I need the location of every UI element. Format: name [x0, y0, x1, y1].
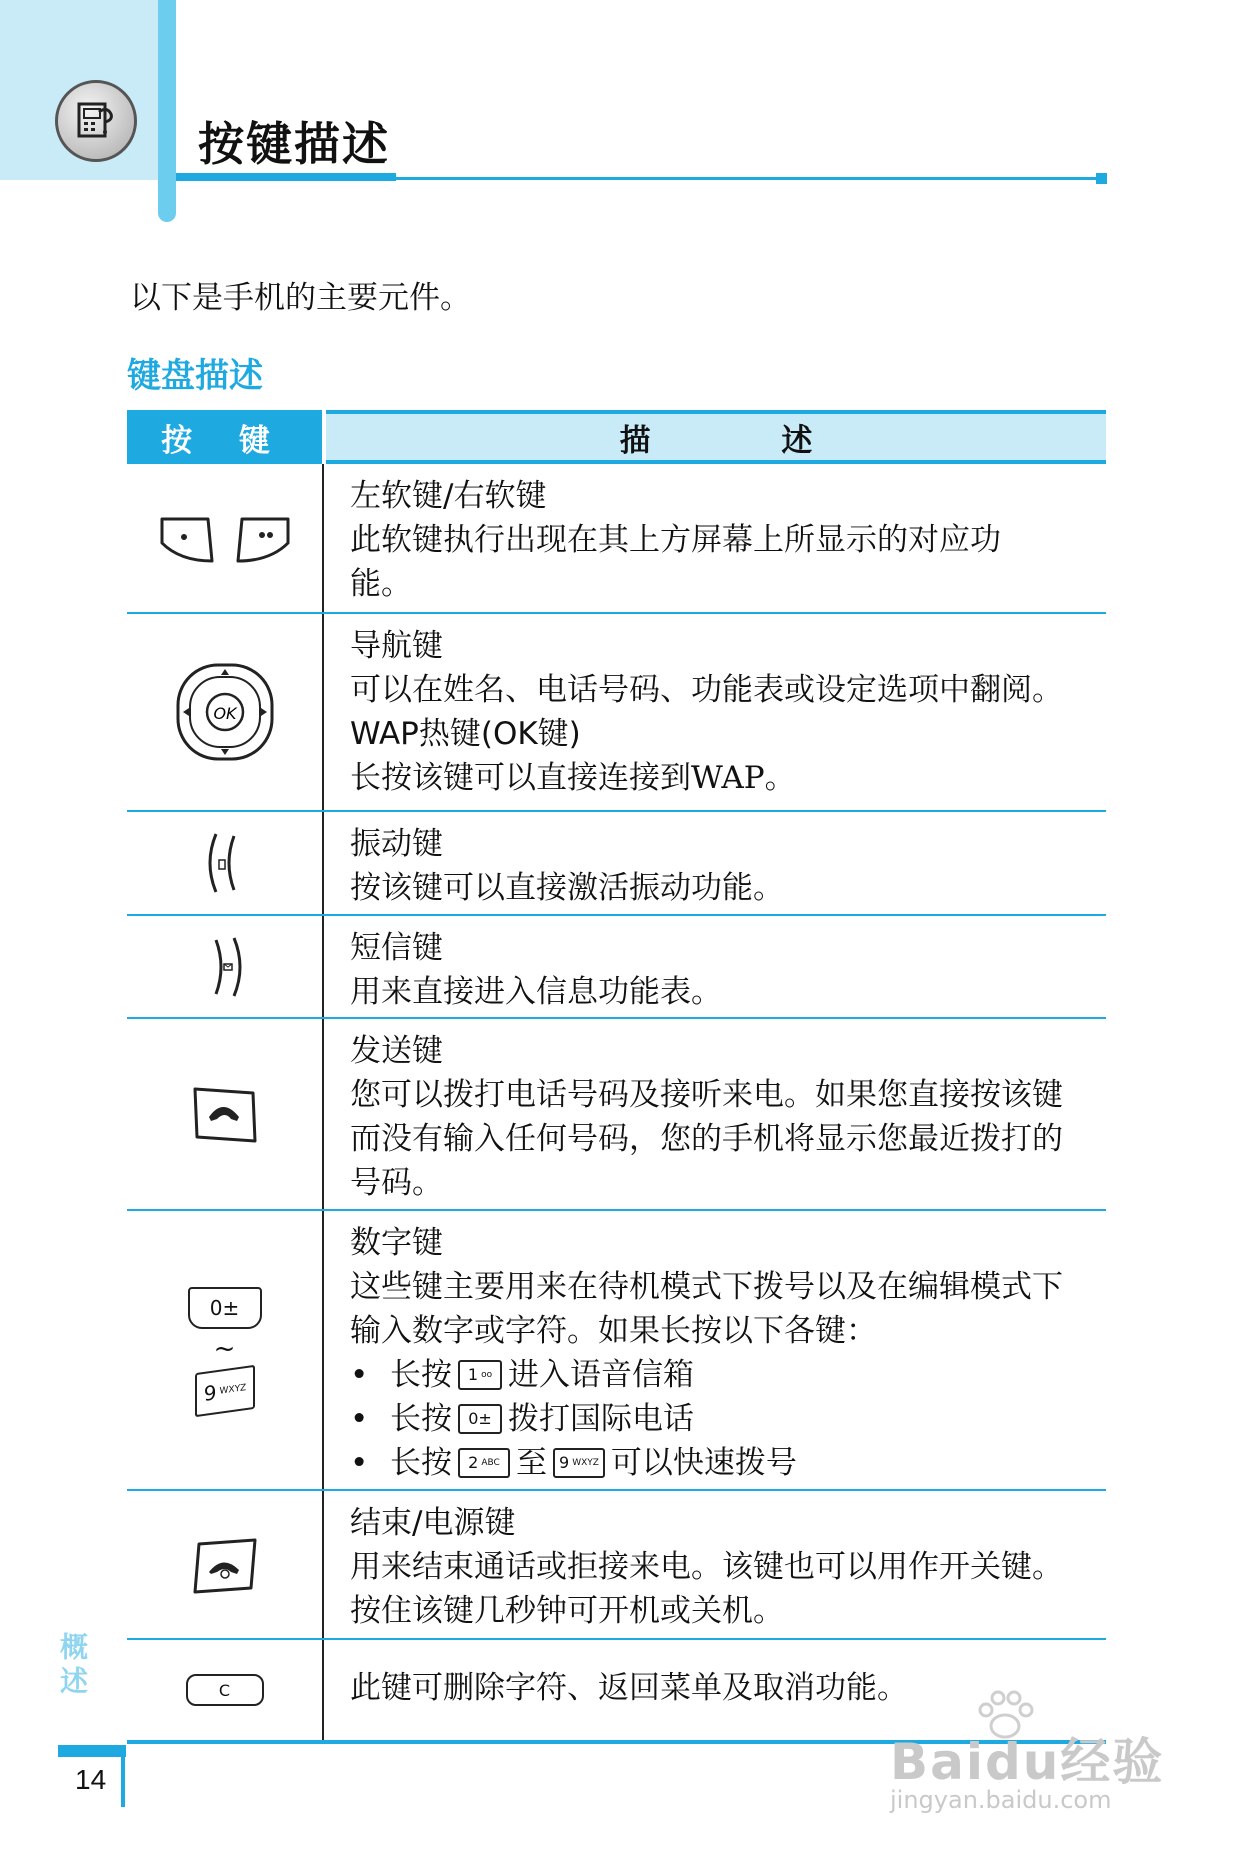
bullet-prefix: 长按 — [390, 1445, 452, 1481]
keypad-table — [127, 410, 1106, 1744]
watermark-logo: Baidu经验 — [890, 1733, 1165, 1791]
title-rule — [396, 177, 1098, 180]
intro-text: 以下是手机的主要元件。 — [130, 280, 471, 316]
table-row — [127, 614, 1106, 812]
send-key-cell — [127, 1019, 324, 1209]
row-title: 左软键/右软键 — [350, 478, 547, 514]
nav-key-cell — [127, 614, 324, 810]
row-text: 此键可删除字符、返回菜单及取消功能。 — [350, 1670, 908, 1706]
clear-key-cell — [127, 1640, 324, 1740]
description-cell — [324, 1491, 1106, 1638]
clear-key-icon: C — [186, 1674, 264, 1706]
bullet-mid: 至 — [516, 1445, 547, 1481]
watermark — [880, 1700, 1200, 1820]
key-9-letters: WXYZ — [219, 1383, 246, 1397]
row-text: 按该键可以直接激活振动功能。 — [350, 870, 784, 906]
corner-accent-bar — [158, 0, 176, 222]
vibrate-key-cell — [127, 812, 324, 914]
bullet-prefix: 长按 — [390, 1401, 452, 1437]
description-cell — [324, 614, 1106, 810]
title-rule-end — [1096, 173, 1107, 184]
key-1-icon — [458, 1360, 502, 1390]
key-9-small-icon — [553, 1448, 605, 1478]
bullet-text: 可以快速拨号 — [610, 1445, 797, 1481]
key-9-small-letters: WXYZ — [572, 1458, 599, 1468]
row-title: 结束/电源键 — [350, 1505, 516, 1541]
key-9-digit: 9 — [203, 1380, 216, 1406]
table-header — [127, 410, 1106, 464]
page-number: 14 — [75, 1764, 107, 1795]
row-title: 短信键 — [350, 930, 443, 966]
soft-keys-icon — [150, 503, 300, 573]
phone-help-icon — [55, 80, 137, 162]
voicemail-icon: oo — [481, 1370, 493, 1380]
row-title: 发送键 — [350, 1033, 443, 1069]
row-text: 用来结束通话或拒接来电。该键也可以用作开关键。按住该键几秒钟可开机或关机。 — [350, 1549, 1063, 1629]
column-description: 描 述 — [326, 410, 1106, 464]
ok-label: OK — [212, 704, 237, 723]
list-item: • 长按 1 oo 进入语音信箱 — [350, 1353, 1106, 1397]
key-0-icon: 0± — [188, 1287, 262, 1329]
column-key: 按 键 — [127, 410, 322, 464]
row-text: 用来直接进入信息功能表。 — [350, 974, 722, 1010]
list-item: • 长按 2 ABC 至 9 WXYZ 可以快速拨号 — [350, 1441, 1106, 1485]
number-keys-cell — [127, 1211, 324, 1489]
end-key-cell — [127, 1491, 324, 1638]
watermark-url: jingyan.baidu.com — [890, 1786, 1112, 1814]
row-title: 导航键 — [350, 628, 443, 664]
table-row — [127, 916, 1106, 1019]
table-row — [127, 1019, 1106, 1211]
description-cell — [324, 464, 1106, 612]
description-cell — [324, 812, 1106, 914]
row-subtext: 长按该键可以直接连接到WAP。 — [350, 760, 796, 796]
row-text: 此软键执行出现在其上方屏幕上所显示的对应功能。 — [350, 522, 1001, 602]
table-row — [127, 1211, 1106, 1491]
footer-divider — [121, 1745, 125, 1807]
vibrate-key-icon — [200, 828, 250, 898]
description-cell — [324, 1019, 1106, 1209]
page-title: 按键描述 — [198, 117, 390, 171]
row-subtitle: WAP热键(OK键) — [350, 716, 581, 752]
key-2-letters: ABC — [481, 1458, 500, 1468]
bullet-text: 拨打国际电话 — [508, 1401, 694, 1437]
footer-bar — [58, 1745, 126, 1757]
soft-keys-cell — [127, 464, 324, 612]
key-1-digit: 1 — [467, 1365, 479, 1384]
list-item: • 长按 0± 拨打国际电话 — [350, 1397, 1106, 1441]
title-underline — [176, 173, 396, 181]
description-cell — [324, 1211, 1106, 1489]
key-2-icon — [458, 1448, 510, 1478]
row-text: 这些键主要用来在待机模式下拨号以及在编辑模式下输入数字或字符。如果长按以下各键： — [350, 1269, 1063, 1349]
chapter-label: 概述 — [56, 1632, 89, 1700]
long-press-list — [350, 1353, 1106, 1485]
row-title: 振动键 — [350, 826, 443, 862]
row-title: 数字键 — [350, 1225, 443, 1261]
key-0-small-icon: 0± — [458, 1404, 502, 1434]
table-row — [127, 1491, 1106, 1640]
message-key-icon — [200, 932, 250, 1002]
description-cell — [324, 916, 1106, 1017]
table-row — [127, 812, 1106, 916]
row-text: 可以在姓名、电话号码、功能表或设定选项中翻阅。 — [350, 672, 1063, 708]
end-key-icon — [185, 1530, 265, 1600]
nav-key-icon — [170, 657, 280, 767]
bullet-text: 进入语音信箱 — [508, 1357, 694, 1393]
key-9-small-digit: 9 — [559, 1453, 570, 1472]
section-heading: 键盘描述 — [127, 356, 263, 396]
range-tilde: ~ — [213, 1334, 236, 1364]
bullet-prefix: 长按 — [390, 1357, 452, 1393]
key-2-digit: 2 — [468, 1453, 479, 1472]
key-9-icon — [195, 1365, 255, 1417]
row-text: 您可以拨打电话号码及接听来电。如果您直接按该键而没有输入任何号码，您的手机将显示您最近拨打的号码。 — [350, 1077, 1063, 1201]
table-row — [127, 464, 1106, 614]
send-key-icon — [185, 1079, 265, 1149]
message-key-cell — [127, 916, 324, 1017]
